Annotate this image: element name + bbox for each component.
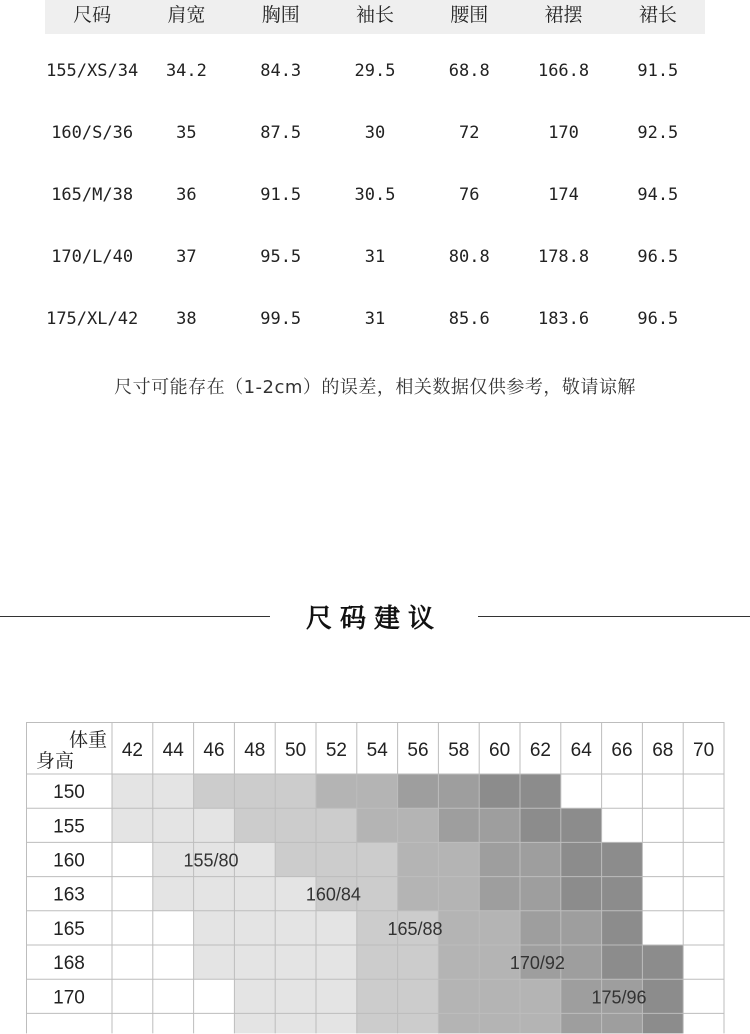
size-table-header-cell: 腰围	[450, 3, 489, 26]
grid-size-label: 160/84	[305, 884, 361, 905]
section-divider-right	[478, 616, 750, 617]
size-table-header-cell: 裙摆	[544, 3, 583, 26]
grid-shade-cell	[194, 877, 235, 911]
grid-weight-label: 52	[325, 740, 347, 761]
size-table-cell: 68.8	[448, 61, 490, 81]
grid-shade-cell	[520, 911, 561, 945]
grid-shade-cell	[398, 945, 439, 979]
grid-weight-label: 60	[489, 740, 511, 761]
grid-shade-cell	[357, 774, 398, 808]
table-row	[45, 164, 705, 226]
grid-weight-label: 46	[203, 740, 225, 761]
grid-weight-label: 62	[529, 740, 551, 761]
grid-weight-label: 56	[407, 740, 429, 761]
grid-height-label: 155	[53, 816, 85, 838]
size-table-header-cell: 肩宽	[167, 3, 206, 26]
grid-shade-cell	[642, 945, 683, 979]
size-table	[45, 0, 705, 350]
grid-shade-cell	[561, 877, 602, 911]
grid-shade-cell	[316, 979, 357, 1013]
grid-shade-cell	[602, 945, 643, 979]
size-table-cell: 170/L/40	[51, 247, 134, 267]
size-table-header	[45, 0, 705, 34]
grid-shade-cell	[561, 1013, 602, 1033]
grid-shade-cell	[398, 842, 439, 876]
size-table-cell: 99.5	[260, 309, 302, 329]
grid-shade-cell	[275, 1013, 316, 1033]
grid-shade-cell	[520, 979, 561, 1013]
grid-height-label: 168	[53, 953, 85, 975]
grid-shade-cell	[561, 911, 602, 945]
grid-shade-cell	[153, 774, 194, 808]
section-divider-left	[0, 616, 270, 617]
grid-size-label: 170/92	[509, 953, 565, 974]
grid-shade-cell	[275, 842, 316, 876]
grid-height-label: 160	[53, 850, 85, 872]
grid-shade-cell	[275, 945, 316, 979]
size-table-cell: 183.6	[537, 309, 590, 329]
grid-shade-cell	[316, 808, 357, 842]
size-table-cell: 160/S/36	[51, 123, 134, 143]
size-table-cell: 174	[548, 185, 579, 205]
size-table-cell: 84.3	[260, 61, 302, 81]
size-table-cell: 29.5	[354, 61, 396, 81]
grid-shade-cell	[357, 1013, 398, 1033]
size-table-cell: 175/XL/42	[46, 309, 139, 329]
grid-shade-cell	[602, 911, 643, 945]
grid-shade-cell	[438, 808, 479, 842]
grid-weight-label: 54	[366, 740, 388, 761]
grid-shade-cell	[234, 842, 275, 876]
grid-weight-label: 64	[570, 740, 592, 761]
grid-shade-cell	[398, 1013, 439, 1033]
grid-size-label: 175/96	[591, 987, 647, 1008]
grid-shade-cell	[398, 774, 439, 808]
grid-shade-cell	[316, 945, 357, 979]
grid-weight-label: 58	[448, 740, 470, 761]
grid-shade-cell	[479, 808, 520, 842]
grid-shade-cell	[194, 911, 235, 945]
measurement-note: 尺寸可能存在（1-2cm）的误差，相关数据仅供参考，敬请谅解	[114, 377, 636, 398]
table-row	[45, 226, 705, 288]
grid-shade-cell	[602, 842, 643, 876]
grid-weight-label: 44	[162, 740, 184, 761]
grid-shade-cell	[438, 877, 479, 911]
size-table-cell: 31	[364, 309, 386, 329]
size-table-cell: 96.5	[637, 247, 679, 267]
grid-size-label: 155/80	[183, 850, 239, 871]
grid-shade-cell	[398, 808, 439, 842]
grid-shade-cell	[316, 842, 357, 876]
grid-shade-cell	[234, 911, 275, 945]
grid-shade-cell	[234, 1013, 275, 1033]
size-table-cell: 87.5	[260, 123, 302, 143]
grid-shade-cell	[153, 877, 194, 911]
size-table-cell: 72	[459, 123, 480, 143]
grid-shade-cell	[438, 842, 479, 876]
grid-shade-cell	[398, 877, 439, 911]
grid-shade-cell	[357, 842, 398, 876]
grid-shade-cell	[561, 808, 602, 842]
grid-shade-cell	[520, 1013, 561, 1033]
size-table-cell: 170	[548, 123, 579, 143]
size-table-cell: 30.5	[354, 185, 396, 205]
grid-height-label: 170	[53, 987, 85, 1009]
grid-shade-cell	[153, 808, 194, 842]
grid-shade-cell	[234, 979, 275, 1013]
grid-weight-label: 48	[244, 740, 266, 761]
grid-shade-cell	[479, 911, 520, 945]
size-table-body	[45, 40, 705, 350]
size-table-cell: 35	[176, 123, 197, 143]
grid-shade-cell	[479, 774, 520, 808]
size-table-header-cell: 尺码	[73, 3, 112, 26]
size-table-cell: 155/XS/34	[46, 61, 139, 81]
grid-shade-cell	[357, 808, 398, 842]
size-table-cell: 91.5	[637, 61, 679, 81]
section-title: 尺码建议	[305, 604, 442, 634]
grid-corner-height: 身高	[35, 750, 75, 772]
grid-shade-cell	[561, 945, 602, 979]
grid-shade-cell	[112, 808, 153, 842]
grid-shade-cell	[438, 911, 479, 945]
grid-shade-cell	[316, 1013, 357, 1033]
grid-shade-cell	[520, 808, 561, 842]
size-table-cell: 37	[176, 247, 197, 267]
size-table-cell: 80.8	[448, 247, 490, 267]
grid-shade-cell	[479, 979, 520, 1013]
grid-corner-weight: 体重	[68, 729, 108, 751]
grid-shade-cell	[234, 774, 275, 808]
grid-weight-label: 68	[652, 740, 674, 761]
grid-shade-cell	[357, 945, 398, 979]
grid-shade-cell	[316, 774, 357, 808]
grid-weight-label: 70	[693, 740, 715, 761]
size-table-header-cell: 裙长	[638, 3, 677, 26]
size-table-cell: 165/M/38	[51, 185, 134, 205]
grid-shade-cell	[438, 1013, 479, 1033]
grid-shade-cell	[479, 842, 520, 876]
grid-shade-cell	[479, 877, 520, 911]
grid-shade-cell	[520, 877, 561, 911]
grid-shade-cell	[357, 877, 398, 911]
grid-shade-cell	[520, 774, 561, 808]
size-table-cell: 92.5	[637, 123, 679, 143]
grid-shade-cell	[275, 808, 316, 842]
grid-shade-cell	[357, 979, 398, 1013]
grid-height-label: 163	[53, 884, 85, 906]
grid-shade-cell	[194, 808, 235, 842]
size-table-cell: 76	[459, 185, 480, 205]
grid-shade-cell	[561, 842, 602, 876]
grid-shade-cell	[438, 979, 479, 1013]
size-table-cell: 34.2	[165, 61, 207, 81]
grid-shade-cell	[194, 774, 235, 808]
grid-height-label: 165	[53, 918, 85, 940]
size-table-cell: 166.8	[537, 61, 590, 81]
size-table-cell: 178.8	[537, 247, 590, 267]
grid-weight-label: 66	[611, 740, 633, 761]
grid-shade-cell	[194, 945, 235, 979]
grid-shade-cell	[479, 1013, 520, 1033]
grid-shade-cell	[602, 1013, 643, 1033]
size-table-cell: 85.6	[448, 309, 490, 329]
size-table-cell: 36	[176, 185, 197, 205]
grid-shade-cell	[275, 774, 316, 808]
size-table-cell: 94.5	[637, 185, 679, 205]
grid-shade-cell	[234, 877, 275, 911]
table-row	[45, 102, 705, 164]
grid-shade-cell	[602, 877, 643, 911]
size-table-cell: 38	[176, 309, 197, 329]
grid-shade-cell	[112, 774, 153, 808]
size-recommendation-grid	[26, 722, 726, 1034]
grid-weight-label: 42	[121, 740, 143, 761]
size-table-cell: 95.5	[260, 247, 302, 267]
grid-shade-cell	[275, 911, 316, 945]
size-table-cell: 30	[364, 123, 386, 143]
grid-shade-cell	[316, 911, 357, 945]
grid-shade-cell	[438, 774, 479, 808]
grid-shade-cell	[642, 1013, 683, 1033]
grid-shade-cell	[520, 842, 561, 876]
size-table-header-cell: 胸围	[261, 3, 300, 26]
grid-shade-cell	[234, 945, 275, 979]
grid-shade-cell	[642, 979, 683, 1013]
grid-shade-cell	[398, 979, 439, 1013]
grid-size-label: 165/88	[387, 918, 443, 939]
size-table-cell: 91.5	[260, 185, 302, 205]
size-table-cell: 96.5	[637, 309, 679, 329]
table-row	[45, 288, 705, 350]
table-row	[45, 40, 705, 102]
grid-shade-cell	[438, 945, 479, 979]
grid-shade-cell	[275, 979, 316, 1013]
grid-weight-label: 50	[285, 740, 307, 761]
grid-shade-cell	[234, 808, 275, 842]
size-table-header-cell: 袖长	[355, 3, 394, 26]
grid-height-label: 150	[53, 782, 85, 804]
size-table-cell: 31	[364, 247, 386, 267]
